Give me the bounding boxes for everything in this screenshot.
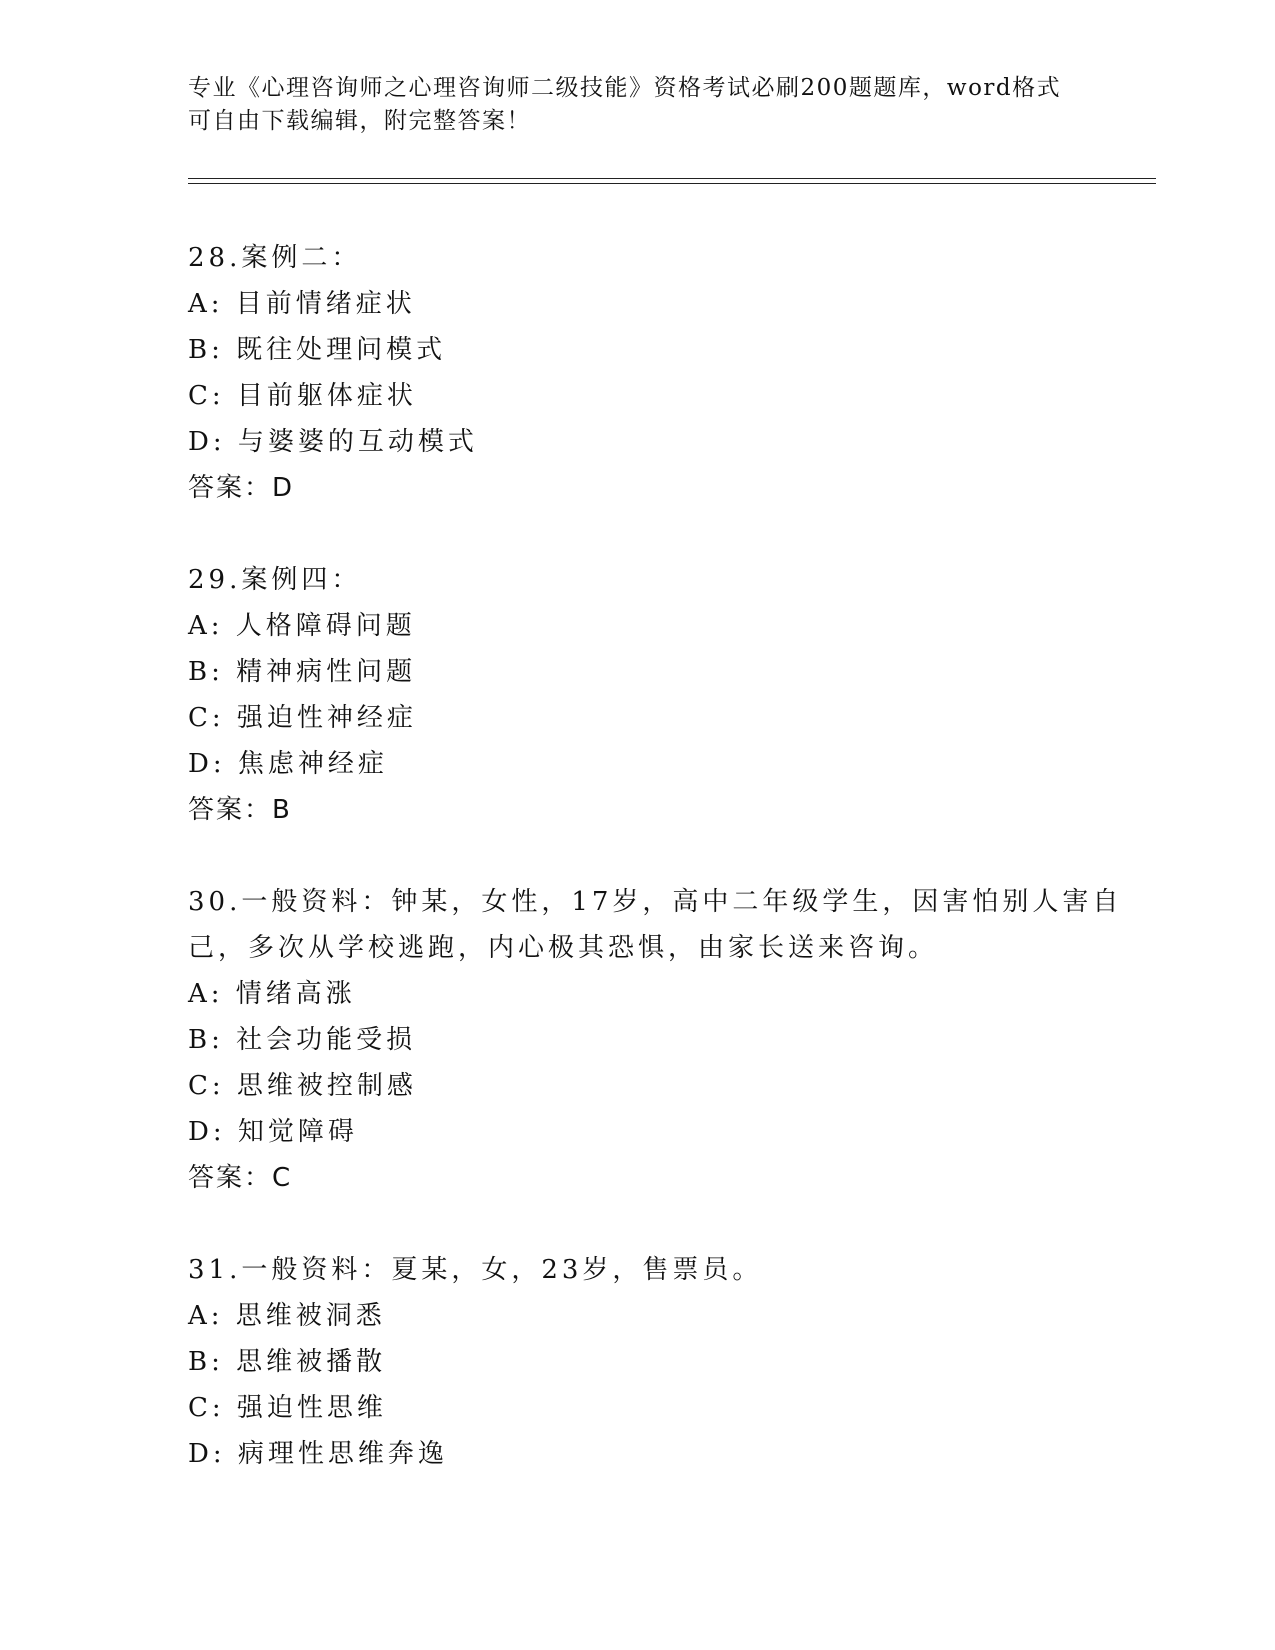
option-d: D: 焦虑神经症 (188, 749, 388, 779)
question-28 (188, 235, 1088, 511)
header-line-1: 专业《心理咨询师之心理咨询师二级技能》资格考试必刷200题题库，word格式 (188, 75, 1062, 101)
question-stem-continued: 己，多次从学校逃跑，内心极其恐惧，由家长送来咨询。 (188, 933, 939, 963)
option-c: C: 强迫性神经症 (188, 703, 417, 733)
header-divider-top (188, 178, 1156, 179)
question-stem: 30.一般资料：钟某，女性，17岁，高中二年级学生，因害怕别人害自 (188, 887, 1123, 917)
option-d: D: 病理性思维奔逸 (188, 1439, 448, 1469)
option-c: C: 强迫性思维 (188, 1393, 387, 1423)
option-d: D: 与婆婆的互动模式 (188, 427, 478, 457)
header-line-2: 可自由下载编辑，附完整答案！ (188, 108, 531, 134)
option-b: B: 精神病性问题 (188, 657, 417, 687)
question-29 (188, 557, 1088, 833)
answer: 答案：C (188, 1163, 293, 1193)
question-stem: 29.案例四： (188, 565, 362, 595)
question-30 (188, 879, 1123, 1201)
option-d: D: 知觉障碍 (188, 1117, 358, 1147)
option-a: A: 情绪高涨 (188, 979, 356, 1009)
document-header (188, 72, 1088, 138)
option-c: C: 思维被控制感 (188, 1071, 417, 1101)
question-stem: 31.一般资料：夏某，女，23岁，售票员。 (188, 1255, 763, 1285)
option-b: B: 既往处理问模式 (188, 335, 447, 365)
option-a: A: 思维被洞悉 (188, 1301, 386, 1331)
option-b: B: 社会功能受损 (188, 1025, 417, 1055)
option-a: A: 目前情绪症状 (188, 289, 416, 319)
answer: 答案：B (188, 795, 292, 825)
option-b: B: 思维被播散 (188, 1347, 387, 1377)
question-stem: 28.案例二： (188, 243, 362, 273)
question-31 (188, 1247, 1088, 1477)
answer: 答案：D (188, 473, 295, 503)
question-list (188, 235, 1123, 1523)
option-c: C: 目前躯体症状 (188, 381, 417, 411)
option-a: A: 人格障碍问题 (188, 611, 416, 641)
header-divider-bottom (188, 183, 1156, 184)
